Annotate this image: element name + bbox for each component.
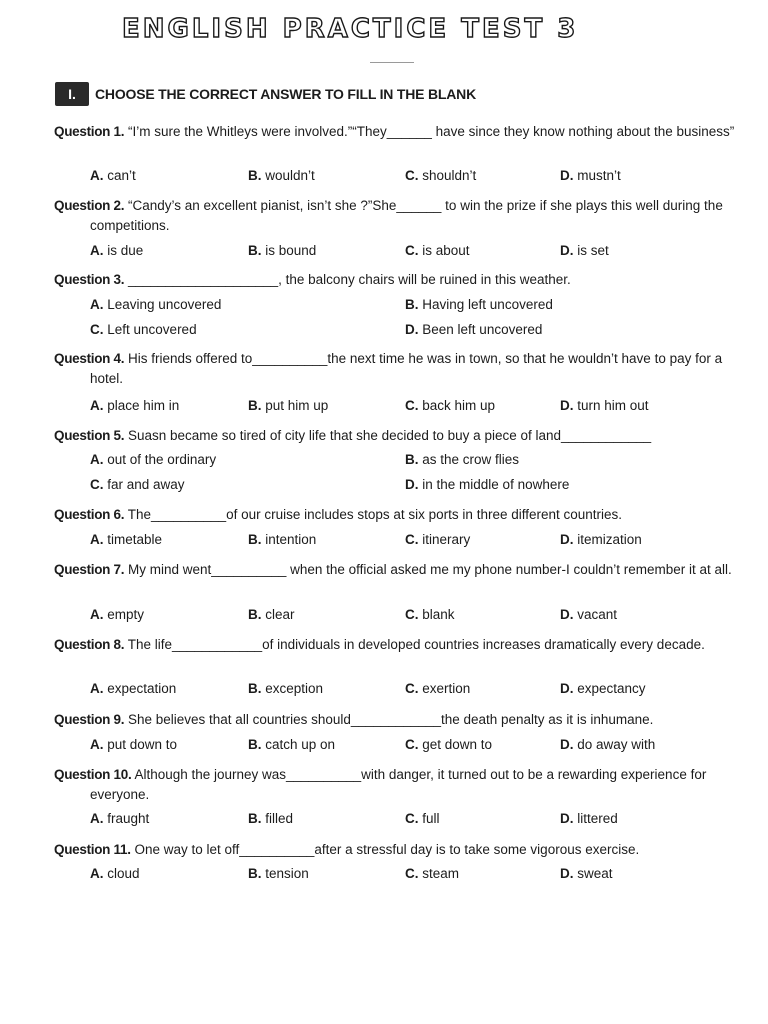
option-text: in the middle of nowhere — [422, 477, 570, 492]
question-text: She believes that all countries should____________the death penalty as it is inhumane. — [127, 712, 654, 727]
option-letter: B. — [248, 398, 262, 413]
title-underline — [370, 62, 414, 63]
answer-option[interactable] — [405, 322, 542, 337]
question-text: The__________of our cruise includes stops at six ports in three different countries. — [127, 507, 623, 522]
option-letter: D. — [560, 866, 574, 881]
question-3 — [54, 270, 740, 290]
question-label: Question 1. — [54, 124, 125, 139]
question-text: The life____________of individuals in developed countries increases dramatically every decade. — [127, 637, 705, 652]
option-letter: C. — [90, 322, 104, 337]
question-label: Question 7. — [54, 562, 125, 577]
question-label: Question 6. — [54, 507, 125, 522]
option-text: back him up — [422, 398, 496, 413]
answer-option[interactable] — [405, 452, 519, 467]
option-text: is due — [107, 243, 144, 258]
question-9 — [54, 710, 740, 730]
question-11 — [54, 840, 740, 860]
option-letter: D. — [560, 737, 574, 752]
option-letter: A. — [90, 737, 104, 752]
answer-option[interactable] — [560, 811, 618, 826]
question-7 — [54, 560, 740, 580]
option-text: put him up — [265, 398, 329, 413]
option-letter: B. — [248, 681, 262, 696]
option-letter: D. — [560, 607, 574, 622]
question-1 — [54, 122, 740, 142]
answer-option[interactable] — [90, 607, 144, 622]
answer-option[interactable] — [90, 297, 221, 312]
question-label: Question 3. — [54, 272, 125, 287]
question-text: One way to let off__________after a stressful day is to take some vigorous exercise. — [134, 842, 640, 857]
answer-option[interactable] — [405, 681, 470, 696]
option-letter: C. — [405, 607, 419, 622]
option-text: turn him out — [577, 398, 649, 413]
option-letter: D. — [560, 681, 574, 696]
answer-option[interactable] — [405, 532, 470, 547]
question-text: ____________________, the balcony chairs will be ruined in this weather. — [127, 272, 571, 287]
question-10 — [54, 765, 740, 805]
question-2 — [54, 196, 740, 236]
option-text: Been left uncovered — [422, 322, 543, 337]
question-text: My mind went__________ when the official asked me my phone number-I couldn’t remember it at all. — [127, 562, 732, 577]
option-text: exception — [265, 681, 324, 696]
option-text: is about — [422, 243, 470, 258]
question-label: Question 11. — [54, 842, 131, 857]
section-number-badge: I. — [55, 82, 89, 106]
option-text: Left uncovered — [107, 322, 197, 337]
option-text: shouldn’t — [422, 168, 477, 183]
option-letter: B. — [248, 243, 262, 258]
question-text: Although the journey was__________with danger, it turned out to be a rewarding experience for everyone. — [90, 767, 707, 802]
option-text: Having left uncovered — [422, 297, 553, 312]
option-text: can’t — [107, 168, 136, 183]
answer-option[interactable] — [90, 866, 140, 881]
answer-option[interactable] — [405, 168, 476, 183]
option-text: exertion — [422, 681, 471, 696]
option-text: tension — [265, 866, 309, 881]
option-text: get down to — [422, 737, 493, 752]
answer-option[interactable] — [90, 477, 185, 492]
option-letter: D. — [560, 398, 574, 413]
option-letter: D. — [560, 168, 574, 183]
option-text: expectancy — [577, 681, 646, 696]
option-letter: D. — [405, 477, 419, 492]
option-letter: A. — [90, 168, 104, 183]
option-text: place him in — [107, 398, 180, 413]
option-text: mustn’t — [577, 168, 621, 183]
answer-option[interactable] — [90, 452, 216, 467]
option-letter: B. — [405, 297, 419, 312]
answer-option[interactable] — [560, 681, 646, 696]
answer-option[interactable] — [248, 168, 315, 183]
option-text: far and away — [107, 477, 185, 492]
question-text: His friends offered to__________the next time he was in town, so that he wouldn’t have to pay for a hotel. — [90, 351, 723, 386]
option-letter: D. — [405, 322, 419, 337]
answer-option[interactable] — [405, 477, 569, 492]
section-heading — [55, 82, 476, 106]
option-text: Leaving uncovered — [107, 297, 222, 312]
option-letter: C. — [405, 866, 419, 881]
question-label: Question 5. — [54, 428, 125, 443]
answer-option[interactable] — [90, 811, 149, 826]
answer-option[interactable] — [248, 398, 328, 413]
option-text: is set — [577, 243, 609, 258]
option-letter: C. — [405, 243, 419, 258]
answer-option[interactable] — [405, 398, 495, 413]
option-text: itemization — [577, 532, 642, 547]
option-letter: B. — [248, 168, 262, 183]
option-letter: C. — [405, 168, 419, 183]
option-text: empty — [107, 607, 145, 622]
option-letter: A. — [90, 398, 104, 413]
option-text: vacant — [577, 607, 618, 622]
option-text: out of the ordinary — [107, 452, 217, 467]
question-label: Question 4. — [54, 351, 125, 366]
option-letter: C. — [90, 477, 104, 492]
page-title: ENGLISH PRACTICE TEST 3 — [122, 14, 579, 44]
option-letter: A. — [90, 866, 104, 881]
answer-option[interactable] — [248, 607, 295, 622]
option-text: filled — [265, 811, 294, 826]
question-text: “I’m sure the Whitleys were involved.”“They______ have since they know nothing about the business” — [127, 124, 735, 139]
question-text: Suasn became so tired of city life that she decided to buy a piece of land____________ — [127, 428, 652, 443]
answer-option[interactable] — [248, 737, 335, 752]
question-label: Question 10. — [54, 767, 132, 782]
option-text: clear — [265, 607, 295, 622]
option-letter: A. — [90, 297, 104, 312]
option-text: catch up on — [265, 737, 336, 752]
option-letter: A. — [90, 607, 104, 622]
answer-option[interactable] — [90, 168, 136, 183]
question-label: Question 2. — [54, 198, 125, 213]
answer-option[interactable] — [560, 607, 617, 622]
answer-option[interactable] — [90, 243, 143, 258]
option-text: blank — [422, 607, 455, 622]
answer-option[interactable] — [405, 866, 459, 881]
answer-option[interactable] — [560, 737, 655, 752]
option-letter: C. — [405, 681, 419, 696]
answer-option[interactable] — [405, 297, 553, 312]
option-letter: B. — [248, 607, 262, 622]
option-text: full — [422, 811, 440, 826]
option-letter: A. — [90, 243, 104, 258]
answer-option[interactable] — [405, 811, 440, 826]
option-text: is bound — [265, 243, 317, 258]
option-text: itinerary — [422, 532, 471, 547]
answer-option[interactable] — [405, 607, 455, 622]
option-letter: D. — [560, 811, 574, 826]
answer-option[interactable] — [90, 398, 179, 413]
question-text: “Candy’s an excellent pianist, isn’t she ?”She______ to win the prize if she plays this well during the competitions. — [90, 198, 723, 233]
option-text: littered — [577, 811, 618, 826]
option-letter: B. — [405, 452, 419, 467]
option-letter: B. — [248, 737, 262, 752]
answer-option[interactable] — [90, 322, 197, 337]
option-letter: A. — [90, 452, 104, 467]
option-text: cloud — [107, 866, 140, 881]
answer-option[interactable] — [248, 866, 309, 881]
answer-option[interactable] — [90, 532, 162, 547]
option-letter: C. — [405, 811, 419, 826]
answer-option[interactable] — [248, 811, 293, 826]
option-letter: A. — [90, 681, 104, 696]
answer-option[interactable] — [90, 737, 177, 752]
answer-option[interactable] — [560, 398, 649, 413]
option-text: fraught — [107, 811, 150, 826]
answer-option[interactable] — [248, 532, 316, 547]
option-text: put down to — [107, 737, 178, 752]
answer-option[interactable] — [560, 866, 613, 881]
answer-option[interactable] — [560, 243, 609, 258]
option-text: expectation — [107, 681, 177, 696]
section-title: CHOOSE THE CORRECT ANSWER TO FILL IN THE BLANK — [95, 86, 476, 102]
option-text: steam — [422, 866, 460, 881]
question-5 — [54, 426, 740, 446]
option-text: as the crow flies — [422, 452, 520, 467]
option-text: timetable — [107, 532, 163, 547]
option-text: sweat — [577, 866, 613, 881]
option-text: wouldn’t — [265, 168, 315, 183]
option-letter: B. — [248, 866, 262, 881]
question-6 — [54, 505, 740, 525]
answer-option[interactable] — [90, 681, 176, 696]
answer-option[interactable] — [405, 243, 470, 258]
option-letter: B. — [248, 811, 262, 826]
option-letter: A. — [90, 811, 104, 826]
option-letter: B. — [248, 532, 262, 547]
answer-option[interactable] — [405, 737, 492, 752]
answer-option[interactable] — [560, 168, 621, 183]
option-letter: D. — [560, 532, 574, 547]
question-label: Question 8. — [54, 637, 125, 652]
option-letter: C. — [405, 398, 419, 413]
answer-option[interactable] — [560, 532, 642, 547]
option-letter: D. — [560, 243, 574, 258]
question-4 — [54, 349, 740, 389]
option-text: do away with — [577, 737, 656, 752]
question-8 — [54, 635, 740, 655]
answer-option[interactable] — [248, 681, 323, 696]
option-letter: C. — [405, 737, 419, 752]
option-letter: A. — [90, 532, 104, 547]
question-label: Question 9. — [54, 712, 125, 727]
option-letter: C. — [405, 532, 419, 547]
answer-option[interactable] — [248, 243, 316, 258]
option-text: intention — [265, 532, 317, 547]
